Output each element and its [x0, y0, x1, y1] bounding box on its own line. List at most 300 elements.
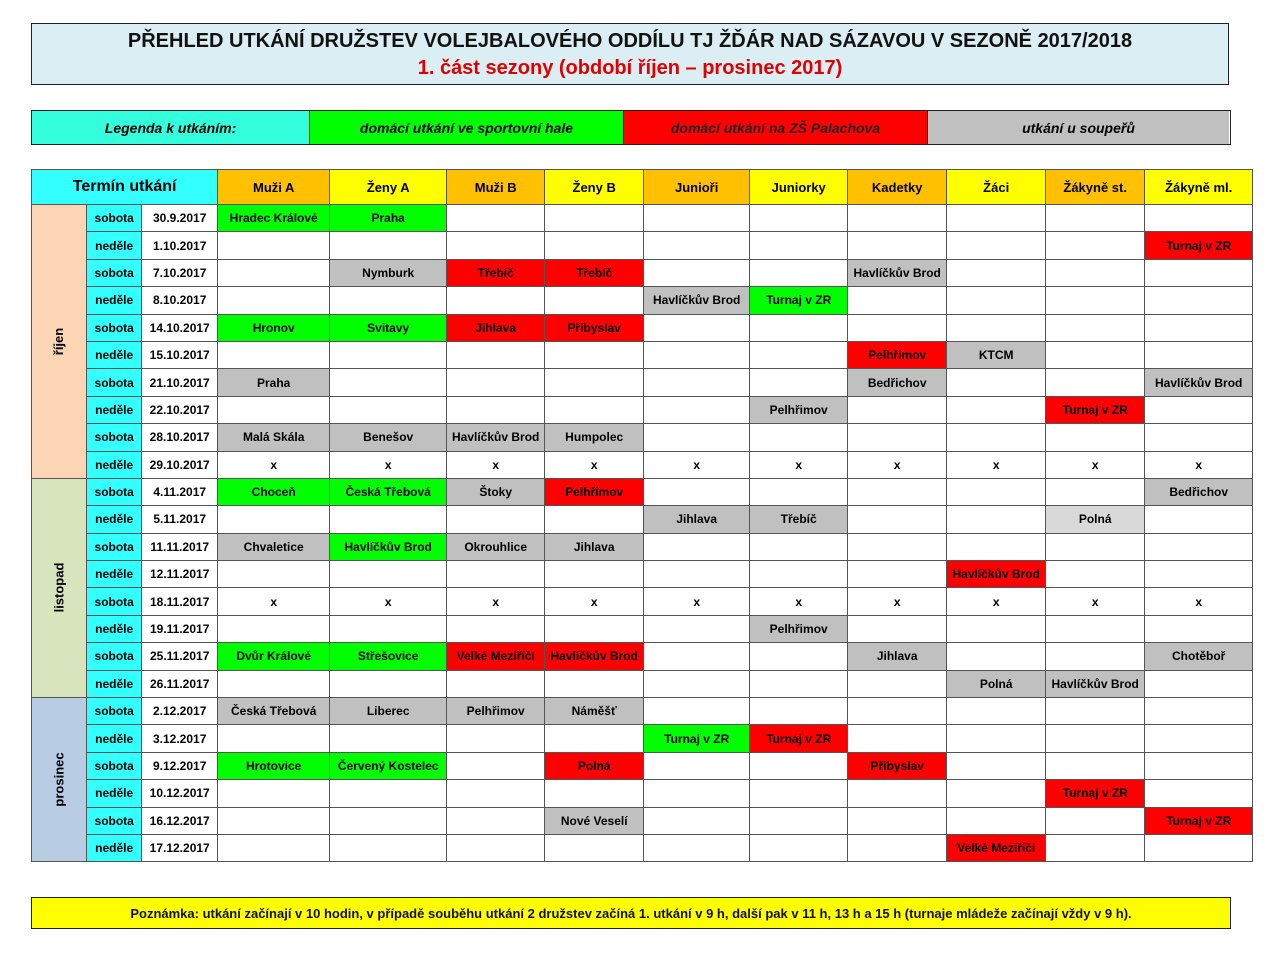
match-cell: Chvaletice	[218, 533, 330, 560]
date-cell: 22.10.2017	[142, 396, 218, 423]
match-cell	[218, 615, 330, 642]
match-cell	[447, 807, 545, 834]
match-cell	[644, 314, 750, 341]
match-cell	[330, 780, 447, 807]
date-cell: 5.11.2017	[142, 506, 218, 533]
match-cell	[218, 807, 330, 834]
match-cell	[750, 314, 848, 341]
day-cell: sobota	[87, 369, 142, 396]
schedule-row	[32, 314, 1253, 341]
day-cell: sobota	[87, 314, 142, 341]
date-cell: 11.11.2017	[142, 533, 218, 560]
match-cell	[1145, 314, 1253, 341]
match-cell	[447, 232, 545, 259]
match-cell	[947, 780, 1046, 807]
day-cell: neděle	[87, 780, 142, 807]
schedule-row	[32, 807, 1253, 834]
match-cell	[848, 725, 947, 752]
match-cell: x	[644, 451, 750, 478]
date-cell: 9.12.2017	[142, 752, 218, 779]
match-cell: x	[447, 451, 545, 478]
note-box: Poznámka: utkání začínají v 10 hodin, v případě souběhu utkání 2 družstev začíná 1. utkání v 9 h, další pak v 11 h, 13 h a 15 h (turnaje mládeže začínají vždy v 9 h).	[31, 897, 1231, 929]
match-cell	[644, 232, 750, 259]
match-cell	[644, 834, 750, 861]
match-cell: Přibyslav	[848, 752, 947, 779]
day-cell: sobota	[87, 752, 142, 779]
match-cell	[947, 259, 1046, 286]
date-cell: 25.11.2017	[142, 643, 218, 670]
match-cell	[947, 396, 1046, 423]
match-cell: x	[848, 588, 947, 615]
header-team: Ženy B	[545, 170, 644, 205]
match-cell: x	[545, 451, 644, 478]
legend-home-hall: domácí utkání ve sportovní hale	[310, 111, 624, 144]
match-cell	[1145, 834, 1253, 861]
date-cell: 4.11.2017	[142, 478, 218, 505]
match-cell	[447, 396, 545, 423]
match-cell	[218, 780, 330, 807]
match-cell	[447, 205, 545, 232]
match-cell	[330, 615, 447, 642]
schedule-row	[32, 725, 1253, 752]
date-cell: 16.12.2017	[142, 807, 218, 834]
match-cell	[750, 780, 848, 807]
date-cell: 2.12.2017	[142, 698, 218, 725]
match-cell	[1046, 834, 1145, 861]
date-cell: 8.10.2017	[142, 287, 218, 314]
legend-home-school: domácí utkání na ZŠ Palachova	[624, 111, 928, 144]
match-cell	[545, 341, 644, 368]
match-cell	[1145, 725, 1253, 752]
day-cell: sobota	[87, 588, 142, 615]
match-cell	[1046, 533, 1145, 560]
match-cell	[545, 780, 644, 807]
match-cell: Hrotovice	[218, 752, 330, 779]
legend-away: utkání u soupeřů	[928, 111, 1229, 144]
title-box	[31, 23, 1229, 85]
match-cell: Praha	[218, 369, 330, 396]
day-cell: neděle	[87, 341, 142, 368]
match-cell: Hradec Králové	[218, 205, 330, 232]
match-cell	[330, 506, 447, 533]
match-cell	[848, 424, 947, 451]
match-cell	[218, 561, 330, 588]
match-cell: Velké Meziříčí	[947, 834, 1046, 861]
match-cell	[447, 780, 545, 807]
match-cell: Polná	[947, 670, 1046, 697]
match-cell	[1046, 314, 1145, 341]
match-cell	[330, 232, 447, 259]
match-cell: Havlíčkův Brod	[1145, 369, 1253, 396]
schedule-row	[32, 670, 1253, 697]
match-cell	[848, 232, 947, 259]
match-cell	[644, 780, 750, 807]
match-cell	[644, 478, 750, 505]
schedule-row	[32, 533, 1253, 560]
match-cell	[1145, 615, 1253, 642]
match-cell	[1046, 725, 1145, 752]
match-cell: Chotěboř	[1145, 643, 1253, 670]
match-cell	[545, 232, 644, 259]
match-cell: x	[750, 451, 848, 478]
schedule-row	[32, 780, 1253, 807]
match-cell	[1046, 752, 1145, 779]
schedule-row	[32, 451, 1253, 478]
match-cell	[750, 424, 848, 451]
match-cell: Turnaj v ZR	[1046, 780, 1145, 807]
schedule-row	[32, 588, 1253, 615]
match-cell	[330, 834, 447, 861]
match-cell	[1046, 232, 1145, 259]
match-cell: x	[1145, 588, 1253, 615]
day-cell: sobota	[87, 643, 142, 670]
match-cell	[644, 369, 750, 396]
match-cell	[218, 232, 330, 259]
match-cell: x	[848, 451, 947, 478]
date-cell: 15.10.2017	[142, 341, 218, 368]
match-cell	[545, 506, 644, 533]
match-cell: x	[218, 588, 330, 615]
match-cell: Pelhřimov	[848, 341, 947, 368]
match-cell	[848, 396, 947, 423]
match-cell: Nové Veselí	[545, 807, 644, 834]
match-cell	[947, 807, 1046, 834]
match-cell	[218, 287, 330, 314]
match-cell	[1046, 341, 1145, 368]
match-cell	[218, 506, 330, 533]
match-cell	[848, 287, 947, 314]
match-cell	[1046, 287, 1145, 314]
schedule-row	[32, 341, 1253, 368]
match-cell	[330, 670, 447, 697]
match-cell	[1145, 561, 1253, 588]
schedule-row	[32, 424, 1253, 451]
match-cell	[947, 752, 1046, 779]
match-cell: Praha	[330, 205, 447, 232]
match-cell	[947, 205, 1046, 232]
match-cell	[947, 314, 1046, 341]
match-cell	[330, 561, 447, 588]
schedule-row	[32, 205, 1253, 232]
match-cell	[848, 615, 947, 642]
match-cell: x	[1145, 451, 1253, 478]
match-cell	[644, 341, 750, 368]
match-cell	[447, 506, 545, 533]
match-cell: Benešov	[330, 424, 447, 451]
schedule-row	[32, 752, 1253, 779]
match-cell	[644, 561, 750, 588]
match-cell: x	[330, 451, 447, 478]
match-cell: Pelhřimov	[545, 478, 644, 505]
match-cell	[848, 780, 947, 807]
match-cell: Náměšť	[545, 698, 644, 725]
schedule-table	[31, 169, 1253, 862]
match-cell	[1145, 287, 1253, 314]
legend-label: Legenda k utkáním:	[32, 111, 310, 144]
match-cell: KTCM	[947, 341, 1046, 368]
match-cell	[1046, 643, 1145, 670]
match-cell	[750, 232, 848, 259]
header-team: Muži B	[447, 170, 545, 205]
match-cell	[947, 478, 1046, 505]
month-name: listopad	[51, 563, 67, 613]
match-cell	[447, 341, 545, 368]
schedule-row	[32, 834, 1253, 861]
match-cell: Velké Meziříčí	[447, 643, 545, 670]
schedule-row	[32, 561, 1253, 588]
match-cell	[848, 314, 947, 341]
match-cell: Turnaj v ZR	[644, 725, 750, 752]
schedule-row	[32, 643, 1253, 670]
day-cell: neděle	[87, 670, 142, 697]
match-cell	[1145, 205, 1253, 232]
page-subtitle: 1. část sezony (období říjen – prosinec 2017)	[417, 57, 843, 79]
match-cell	[644, 807, 750, 834]
match-cell	[644, 259, 750, 286]
match-cell	[1145, 424, 1253, 451]
match-cell: Jihlava	[644, 506, 750, 533]
match-cell	[644, 643, 750, 670]
schedule-row	[32, 698, 1253, 725]
header-team: Žákyně ml.	[1145, 170, 1253, 205]
match-cell	[644, 698, 750, 725]
match-cell	[947, 725, 1046, 752]
match-cell	[947, 506, 1046, 533]
match-cell	[447, 670, 545, 697]
schedule-row	[32, 259, 1253, 286]
match-cell: Havlíčkův Brod	[947, 561, 1046, 588]
match-cell	[545, 615, 644, 642]
schedule-row	[32, 232, 1253, 259]
schedule-row	[32, 287, 1253, 314]
match-cell	[947, 424, 1046, 451]
header-team: Muži A	[218, 170, 330, 205]
match-cell	[644, 533, 750, 560]
match-cell	[447, 725, 545, 752]
date-cell: 26.11.2017	[142, 670, 218, 697]
match-cell: Havlíčkův Brod	[848, 259, 947, 286]
match-cell: Jihlava	[447, 314, 545, 341]
date-cell: 7.10.2017	[142, 259, 218, 286]
match-cell	[1145, 533, 1253, 560]
match-cell: x	[1046, 588, 1145, 615]
match-cell	[750, 643, 848, 670]
match-cell	[330, 287, 447, 314]
match-cell: Turnaj v ZR	[750, 287, 848, 314]
match-cell: Bedřichov	[1145, 478, 1253, 505]
match-cell	[644, 424, 750, 451]
match-cell	[330, 341, 447, 368]
match-cell: Pelhřimov	[750, 615, 848, 642]
match-cell: Třebíč	[750, 506, 848, 533]
day-cell: sobota	[87, 205, 142, 232]
match-cell	[750, 834, 848, 861]
match-cell: Choceň	[218, 478, 330, 505]
match-cell	[947, 287, 1046, 314]
match-cell	[848, 561, 947, 588]
match-cell	[1145, 698, 1253, 725]
match-cell: Bedřichov	[848, 369, 947, 396]
match-cell: Česká Třebová	[218, 698, 330, 725]
match-cell: Přibyslav	[545, 314, 644, 341]
match-cell: Česká Třebová	[330, 478, 447, 505]
match-cell: Havlíčkův Brod	[644, 287, 750, 314]
date-cell: 30.9.2017	[142, 205, 218, 232]
match-cell	[848, 478, 947, 505]
date-cell: 28.10.2017	[142, 424, 218, 451]
match-cell	[750, 670, 848, 697]
match-cell	[644, 615, 750, 642]
month-name: prosinec	[51, 752, 67, 807]
header-team: Ženy A	[330, 170, 447, 205]
match-cell: Havlíčkův Brod	[447, 424, 545, 451]
match-cell	[644, 670, 750, 697]
match-cell: x	[750, 588, 848, 615]
match-cell	[750, 752, 848, 779]
match-cell	[447, 752, 545, 779]
match-cell	[750, 561, 848, 588]
match-cell	[545, 670, 644, 697]
match-cell	[947, 615, 1046, 642]
date-cell: 12.11.2017	[142, 561, 218, 588]
header-team: Žákyně st.	[1046, 170, 1145, 205]
header-team: Žáci	[947, 170, 1046, 205]
match-cell	[447, 615, 545, 642]
day-cell: sobota	[87, 533, 142, 560]
match-cell: Turnaj v ZR	[1145, 807, 1253, 834]
match-cell	[848, 506, 947, 533]
match-cell	[545, 561, 644, 588]
match-cell: Svitavy	[330, 314, 447, 341]
month-name: říjen	[51, 327, 67, 356]
match-cell: x	[330, 588, 447, 615]
match-cell	[218, 725, 330, 752]
legend-bar	[31, 110, 1231, 145]
match-cell	[1046, 615, 1145, 642]
match-cell	[545, 834, 644, 861]
match-cell: Havlíčkův Brod	[545, 643, 644, 670]
match-cell: Jihlava	[545, 533, 644, 560]
page-title: PŘEHLED UTKÁNÍ DRUŽSTEV VOLEJBALOVÉHO ODDÍLU TJ ŽĎÁR NAD SÁZAVOU V SEZONĚ 2017/2018	[127, 30, 1133, 52]
match-cell	[1046, 698, 1145, 725]
match-cell: x	[545, 588, 644, 615]
match-cell	[218, 259, 330, 286]
match-cell: Třebíč	[447, 259, 545, 286]
day-cell: sobota	[87, 807, 142, 834]
match-cell: x	[644, 588, 750, 615]
match-cell: x	[218, 451, 330, 478]
match-cell	[750, 533, 848, 560]
match-cell	[545, 725, 644, 752]
day-cell: neděle	[87, 615, 142, 642]
match-cell	[447, 369, 545, 396]
match-cell: x	[947, 588, 1046, 615]
match-cell: Třebíč	[545, 259, 644, 286]
match-cell	[947, 643, 1046, 670]
date-cell: 17.12.2017	[142, 834, 218, 861]
match-cell	[218, 341, 330, 368]
match-cell	[947, 533, 1046, 560]
schedule-row	[32, 478, 1253, 505]
match-cell	[1145, 752, 1253, 779]
match-cell	[1046, 478, 1145, 505]
match-cell	[848, 533, 947, 560]
match-cell	[1046, 259, 1145, 286]
match-cell	[1046, 369, 1145, 396]
match-cell	[1145, 506, 1253, 533]
day-cell: neděle	[87, 561, 142, 588]
match-cell	[947, 369, 1046, 396]
date-cell: 18.11.2017	[142, 588, 218, 615]
date-cell: 3.12.2017	[142, 725, 218, 752]
match-cell: Turnaj v ZR	[1046, 396, 1145, 423]
match-cell: Pelhřimov	[447, 698, 545, 725]
header-term: Termín utkání	[32, 170, 218, 205]
match-cell	[848, 205, 947, 232]
match-cell: Polná	[545, 752, 644, 779]
month-label	[32, 698, 87, 862]
match-cell	[1046, 807, 1145, 834]
match-cell: x	[1046, 451, 1145, 478]
schedule-row	[32, 369, 1253, 396]
match-cell	[330, 725, 447, 752]
match-cell: Hronov	[218, 314, 330, 341]
match-cell: Polná	[1046, 506, 1145, 533]
day-cell: sobota	[87, 478, 142, 505]
match-cell	[447, 834, 545, 861]
day-cell: neděle	[87, 232, 142, 259]
match-cell: Střešovice	[330, 643, 447, 670]
match-cell	[1145, 396, 1253, 423]
match-cell	[848, 698, 947, 725]
schedule-row	[32, 396, 1253, 423]
match-cell	[1145, 259, 1253, 286]
match-cell	[848, 834, 947, 861]
day-cell: neděle	[87, 725, 142, 752]
match-cell: Štoky	[447, 478, 545, 505]
header-team: Kadetky	[848, 170, 947, 205]
day-cell: neděle	[87, 834, 142, 861]
match-cell: Havlíčkův Brod	[1046, 670, 1145, 697]
schedule-body	[32, 205, 1253, 862]
header-team: Juniorky	[750, 170, 848, 205]
day-cell: neděle	[87, 396, 142, 423]
match-cell	[1145, 341, 1253, 368]
match-cell: Jihlava	[848, 643, 947, 670]
match-cell	[947, 232, 1046, 259]
match-cell	[750, 807, 848, 834]
date-cell: 19.11.2017	[142, 615, 218, 642]
date-cell: 21.10.2017	[142, 369, 218, 396]
match-cell: Humpolec	[545, 424, 644, 451]
match-cell: Havlíčkův Brod	[330, 533, 447, 560]
match-cell: x	[947, 451, 1046, 478]
match-cell	[750, 698, 848, 725]
match-cell	[545, 369, 644, 396]
day-cell: neděle	[87, 506, 142, 533]
match-cell	[218, 396, 330, 423]
match-cell	[447, 561, 545, 588]
match-cell	[1145, 670, 1253, 697]
match-cell: x	[447, 588, 545, 615]
match-cell	[1046, 561, 1145, 588]
match-cell	[750, 341, 848, 368]
match-cell	[330, 369, 447, 396]
match-cell	[1145, 780, 1253, 807]
date-cell: 29.10.2017	[142, 451, 218, 478]
match-cell: Turnaj v ZR	[750, 725, 848, 752]
match-cell	[750, 205, 848, 232]
